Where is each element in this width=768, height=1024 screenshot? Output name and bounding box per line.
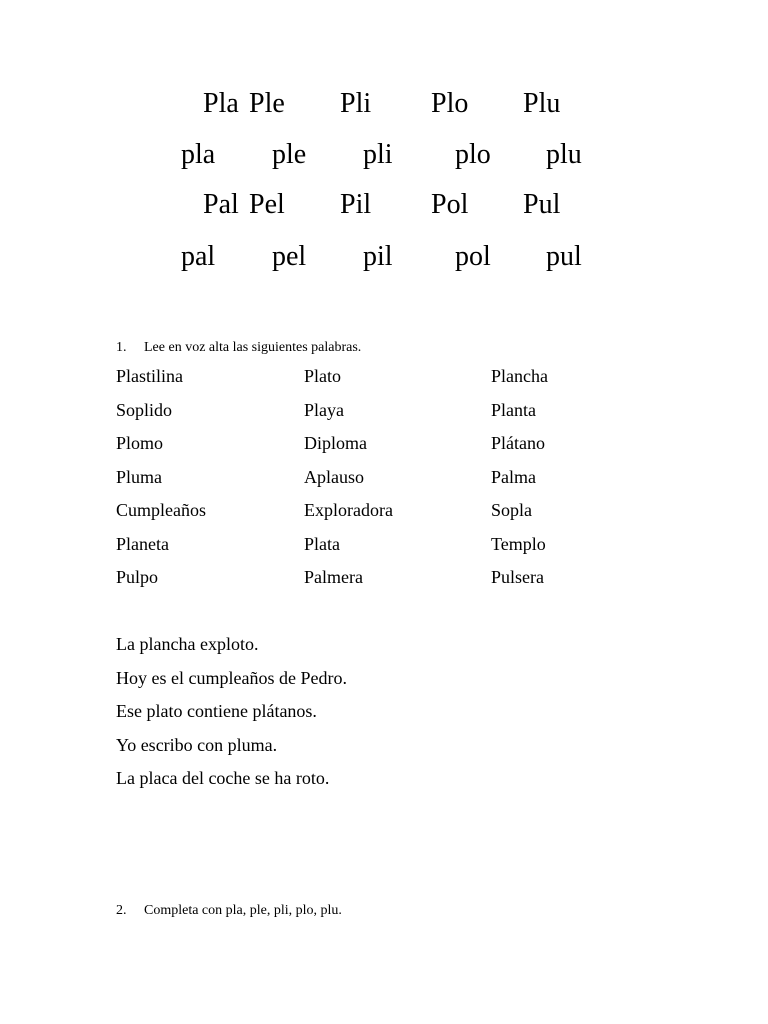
word: Palma [491, 466, 536, 487]
syllable: pli [363, 139, 393, 170]
word: Plomo [116, 433, 164, 453]
syllable: Ple [249, 88, 285, 119]
word: Pulpo [116, 567, 159, 587]
word-row [116, 532, 676, 566]
word-list [116, 364, 676, 599]
syllable: Pla [203, 88, 239, 119]
syllable: pol [455, 241, 491, 272]
exercise-text: Completa con pla, ple, pli, plo, plu. [144, 903, 342, 918]
syllable: plo [455, 139, 491, 170]
word: Diploma [304, 433, 367, 453]
syllable-row [0, 187, 768, 223]
word-row [116, 431, 676, 465]
syllable: Plo [431, 88, 469, 119]
sentence-list [116, 632, 716, 800]
syllable: Pli [340, 88, 372, 119]
syllable: Pol [431, 189, 469, 220]
syllable: Plu [523, 88, 561, 119]
word: Plastilina [116, 366, 183, 386]
word: Plato [304, 366, 342, 386]
word: Aplauso [304, 466, 364, 487]
word-row [116, 465, 676, 499]
exercise-1-instruction [116, 339, 361, 357]
syllable: pal [181, 241, 216, 272]
word: Palmera [304, 567, 363, 587]
syllable: pul [546, 241, 582, 272]
word: Pulsera [491, 567, 544, 587]
word: Playa [304, 399, 344, 420]
sentence: La plancha exploto. [116, 634, 259, 654]
syllable: Pul [523, 189, 561, 220]
syllable-row [0, 86, 768, 122]
syllable: Pal [203, 189, 239, 220]
exercise-number: 1. [116, 340, 127, 355]
word-row [116, 398, 676, 432]
sentence: Ese plato contiene plátanos. [116, 701, 317, 721]
word-row [116, 498, 676, 532]
word: Sopla [491, 500, 533, 520]
sentence: Yo escribo con pluma. [116, 734, 278, 755]
word: Plata [304, 533, 340, 554]
word-row [116, 364, 676, 398]
word-row [116, 565, 676, 599]
word: Planta [491, 399, 536, 420]
sentence: La placa del coche se ha roto. [116, 768, 330, 788]
syllable: pel [272, 241, 307, 272]
word: Planeta [116, 533, 169, 554]
word: Templo [491, 533, 546, 554]
sentence: Hoy es el cumpleaños de Pedro. [116, 667, 347, 688]
word: Soplido [116, 399, 173, 420]
word: Plancha [491, 366, 548, 386]
exercise-2-instruction [116, 902, 342, 920]
exercise-number: 2. [116, 903, 127, 918]
word: Plátano [491, 433, 545, 453]
syllable-row [0, 239, 768, 275]
syllable-row [0, 137, 768, 173]
syllable: ple [272, 139, 307, 170]
word: Exploradora [304, 500, 393, 520]
syllable: pla [181, 139, 216, 170]
word: Pluma [116, 466, 163, 487]
syllable: Pel [249, 189, 285, 220]
syllable: pil [363, 241, 393, 272]
syllable: plu [546, 139, 582, 170]
word: Cumpleaños [116, 500, 206, 520]
syllable: Pil [340, 189, 372, 220]
exercise-text: Lee en voz alta las siguientes palabras. [144, 340, 362, 355]
